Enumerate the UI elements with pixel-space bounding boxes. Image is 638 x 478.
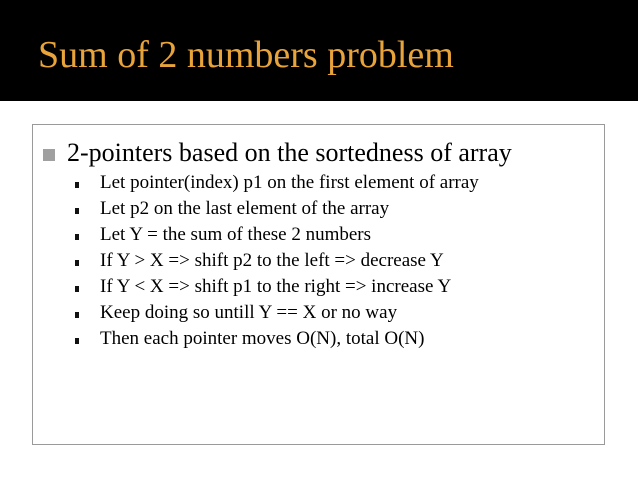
sub-bullet-text: Keep doing so untill Y == X or no way	[100, 302, 398, 323]
main-bullet-text: 2-pointers based on the sortedness of array	[67, 138, 512, 167]
main-bullet	[33, 137, 593, 169]
sub-bullet-item	[33, 224, 593, 250]
sub-bullet-item	[33, 302, 593, 328]
sub-bullet-text: If Y < X => shift p1 to the right => increase Y	[100, 276, 452, 297]
small-square-bullet-icon	[75, 182, 79, 188]
small-square-bullet-icon	[75, 208, 79, 214]
title-bar	[0, 0, 638, 101]
sub-bullet-item	[33, 328, 593, 354]
sub-bullet-text: Then each pointer moves O(N), total O(N)	[100, 328, 425, 349]
small-square-bullet-icon	[75, 234, 79, 240]
square-bullet-icon	[43, 149, 55, 161]
slide-title: Sum of 2 numbers problem	[38, 34, 454, 76]
sub-bullet-item	[33, 276, 593, 302]
sub-bullet-item	[33, 250, 593, 276]
sub-bullet-text: Let Y = the sum of these 2 numbers	[100, 224, 372, 245]
small-square-bullet-icon	[75, 312, 79, 318]
sub-bullet-item	[33, 198, 593, 224]
sub-bullet-list	[33, 172, 593, 354]
sub-bullet-text: Let pointer(index) p1 on the first element of array	[100, 172, 479, 193]
small-square-bullet-icon	[75, 286, 79, 292]
content-box	[32, 124, 605, 445]
small-square-bullet-icon	[75, 260, 79, 266]
sub-bullet-text: If Y > X => shift p2 to the left => decrease Y	[100, 250, 444, 271]
sub-bullet-item	[33, 172, 593, 198]
small-square-bullet-icon	[75, 338, 79, 344]
sub-bullet-text: Let p2 on the last element of the array	[100, 198, 390, 219]
